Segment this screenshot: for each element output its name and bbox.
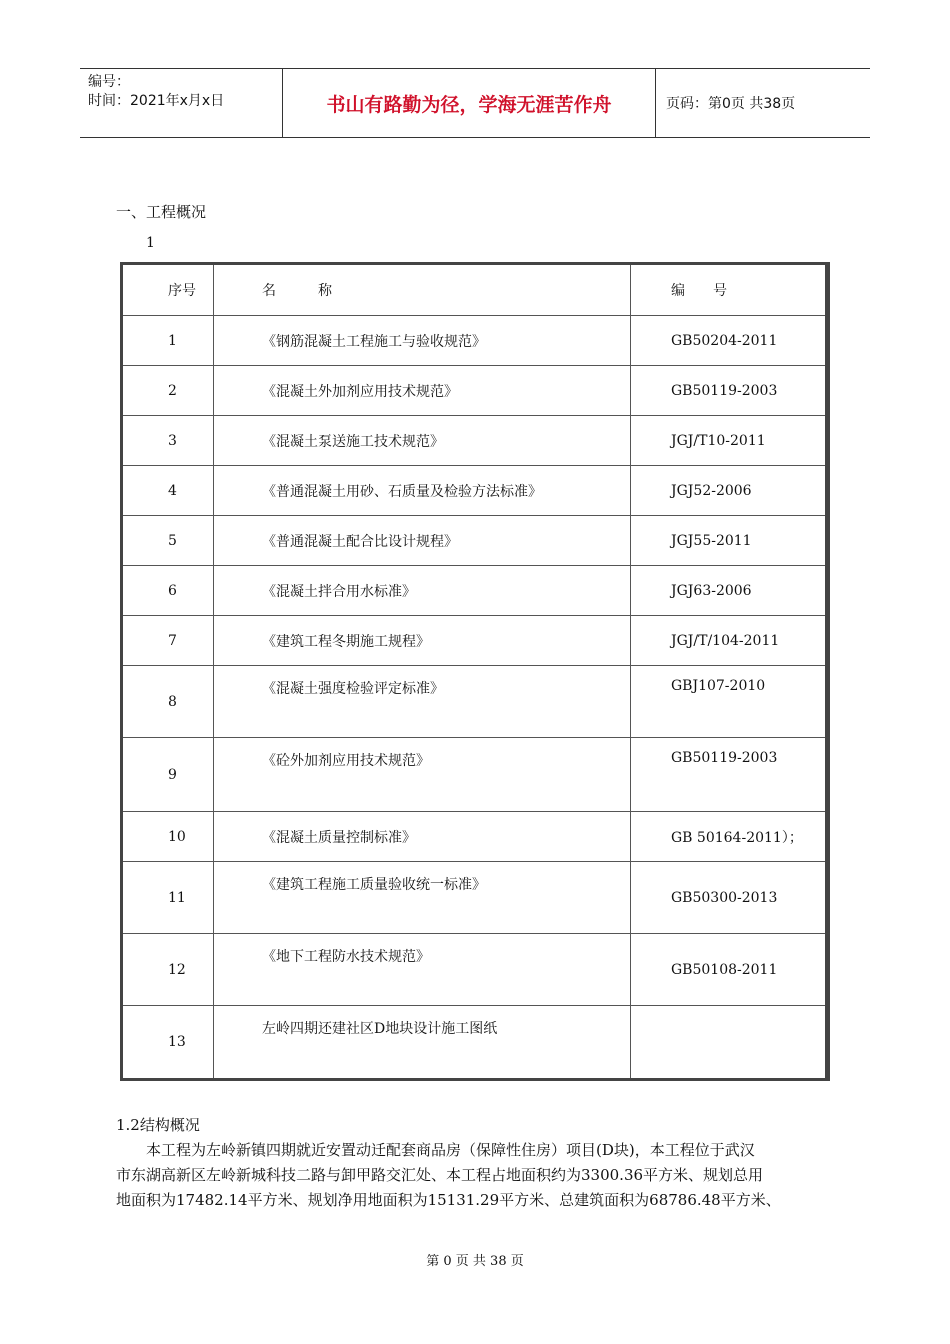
row-number: 3 (122, 416, 214, 466)
table-row (122, 934, 828, 1006)
structure-paragraph-line: 本工程为左岭新镇四期就近安置动迁配套商品房（保障性住房）项目(D块)，本工程位于武汉 (146, 1141, 755, 1159)
row-name: 左岭四期还建社区D地块设计施工图纸 (214, 1006, 631, 1080)
structure-title: 1.2结构概况 (116, 1116, 200, 1134)
row-code (631, 1006, 828, 1080)
row-code: GB50300-2013 (631, 862, 828, 934)
table-row (122, 466, 828, 516)
table-row (122, 1006, 828, 1080)
row-number: 13 (122, 1006, 214, 1080)
row-code: GB50119-2003 (631, 738, 828, 812)
table-row (122, 862, 828, 934)
header-no: 序号 (122, 264, 214, 316)
row-code: JGJ55-2011 (631, 516, 828, 566)
row-number: 10 (122, 812, 214, 862)
header-page-info: 页码：第0页 共38页 (666, 96, 796, 112)
row-name: 《钢筋混凝土工程施工与验收规范》 (214, 316, 631, 366)
row-number: 2 (122, 366, 214, 416)
row-code: GB 50164-2011）； (631, 812, 828, 862)
row-number: 5 (122, 516, 214, 566)
row-name: 《混凝土外加剂应用技术规范》 (214, 366, 631, 416)
table-row (122, 812, 828, 862)
row-number: 12 (122, 934, 214, 1006)
row-code: GB50108-2011 (631, 934, 828, 1006)
row-code: JGJ/T10-2011 (631, 416, 828, 466)
sub-section-number: 1 (146, 235, 155, 251)
row-name: 《建筑工程施工质量验收统一标准》 (214, 862, 631, 934)
structure-section (116, 1113, 846, 1213)
table-row (122, 566, 828, 616)
row-number: 1 (122, 316, 214, 366)
table-row (122, 366, 828, 416)
row-number: 9 (122, 738, 214, 812)
number-label: 编号： (88, 74, 130, 90)
row-number: 7 (122, 616, 214, 666)
header-code: 编 号 (631, 264, 828, 316)
table-row (122, 616, 828, 666)
row-code: JGJ/T/104-2011 (631, 616, 828, 666)
table-row (122, 738, 828, 812)
row-code: GBJ107-2010 (631, 666, 828, 738)
row-name: 《地下工程防水技术规范》 (214, 934, 631, 1006)
row-name: 《普通混凝土用砂、石质量及检验方法标准》 (214, 466, 631, 516)
header-name: 名 称 (214, 264, 631, 316)
page-header (80, 68, 870, 138)
row-number: 4 (122, 466, 214, 516)
row-code: JGJ63-2006 (631, 566, 828, 616)
row-code: GB50204-2011 (631, 316, 828, 366)
header-left-cell (80, 69, 282, 137)
row-name: 《混凝土质量控制标准》 (214, 812, 631, 862)
table-header-row (122, 264, 828, 316)
row-name: 《砼外加剂应用技术规范》 (214, 738, 631, 812)
structure-paragraph-line: 地面积为17482.14平方米、规划净用地面积为15131.29平方米、总建筑面积为68786.48平方米、 (116, 1191, 781, 1209)
section-title: 一、工程概况 (116, 203, 207, 221)
row-code: JGJ52-2006 (631, 466, 828, 516)
row-name: 《混凝土强度检验评定标准》 (214, 666, 631, 738)
row-name: 《混凝土拌合用水标准》 (214, 566, 631, 616)
structure-paragraph-line: 市东湖高新区左岭新城科技二路与卸甲路交汇处、本工程占地面积约为3300.36平方米、规划总用 (116, 1166, 764, 1184)
table-row (122, 316, 828, 366)
table-row (122, 416, 828, 466)
time-label: 时间：2021年x月x日 (88, 93, 225, 109)
row-name: 《混凝土泵送施工技术规范》 (214, 416, 631, 466)
header-motto: 书山有路勤为径，学海无涯苦作舟 (282, 69, 656, 137)
row-name: 《建筑工程冬期施工规程》 (214, 616, 631, 666)
row-code: GB50119-2003 (631, 366, 828, 416)
table-row (122, 666, 828, 738)
standards-table (120, 262, 830, 1081)
row-number: 11 (122, 862, 214, 934)
row-number: 8 (122, 666, 214, 738)
table-row (122, 516, 828, 566)
row-name: 《普通混凝土配合比设计规程》 (214, 516, 631, 566)
page-footer: 第 0 页 共 38 页 (426, 1254, 524, 1269)
row-number: 6 (122, 566, 214, 616)
